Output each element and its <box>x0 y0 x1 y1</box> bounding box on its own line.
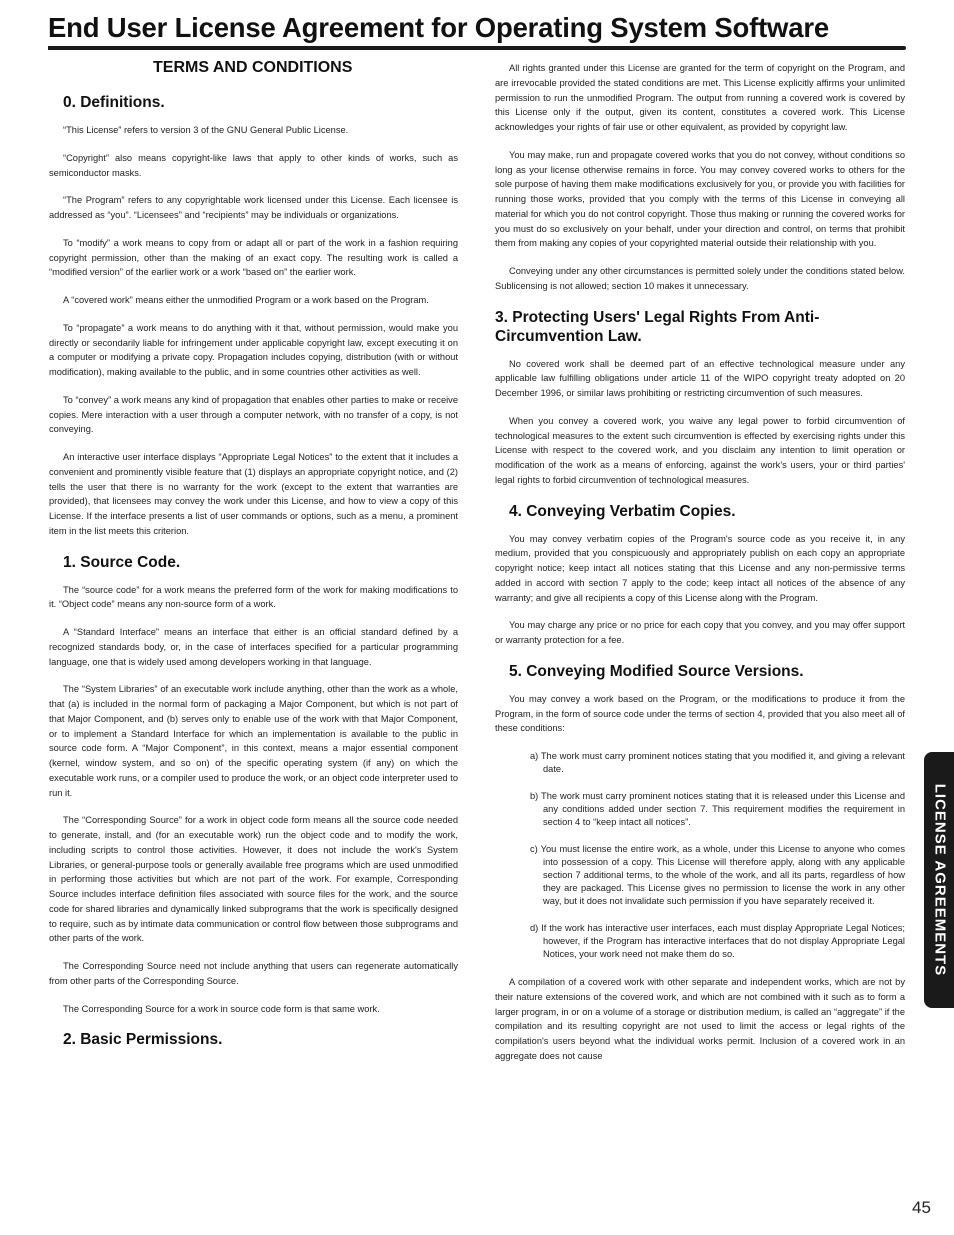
page-title: End User License Agreement for Operating System Software <box>48 12 829 43</box>
section-1-heading: 1. Source Code. <box>63 553 181 571</box>
section-0-paragraph: A “covered work” means either the unmodified Program or a work based on the Program. <box>63 295 429 305</box>
section-1-paragraph: The Corresponding Source need not include anything that users can regenerate automatically from other parts of the Corresponding Source. <box>49 961 458 986</box>
condition-list-item: b) The work must carry prominent notices stating that it is released under this License and any conditions added under section 7. This requirement modifies the requirement in section 4 to “keep intact all notices”. <box>530 791 905 827</box>
section-1-paragraph: The Corresponding Source for a work in source code form is that same work. <box>63 1003 380 1014</box>
section-1-paragraph: The “source code” for a work means the preferred form of the work for making modifications to it. “Object code” means any non-source form of a work. <box>49 584 458 610</box>
condition-list-item: d) If the work has interactive user interfaces, each must display Appropriate Legal Notices; however, if the Program has interactive interfaces that do not display Appropriate Legal Notices, your work need not make them do so. <box>530 923 905 959</box>
side-tab <box>924 752 954 1008</box>
section-5-heading: 5. Conveying Modified Source Versions. <box>509 662 804 680</box>
condition-list-item: c) You must license the entire work, as a whole, under this License to anyone who comes into possession of a copy. This License will therefore apply, along with any applicable section 7 additional terms, to the whole of the work, and all its parts, regardless of how they are packaged. This License gives no permission to license the work in any other way, but it does not invalidate such permission if you have separately received it. <box>530 844 905 906</box>
right-column <box>495 61 905 1064</box>
section-1-paragraph: A “Standard Interface” means an interface that either is an official standard defined by a recognized standards body, or, in the case of interfaces specified for a particular programming language, one that is widely used among developers working in that language. <box>49 627 458 667</box>
section-5-intro: You may convey a work based on the Program, or the modifications to produce it from the Program, in the form of source code under the terms of section 4, provided that you also meet all of these conditions: <box>495 693 905 734</box>
section-3-paragraph: When you convey a covered work, you waive any legal power to forbid circumvention of technological measures to the extent such circumvention is effected by exercising rights under this License with respect to the covered work, and you disclaim any intention to limit operation or modification of the work as a means of enforcing, against the work's users, your or third parties' legal rights to forbid circumvention of technological measures. <box>495 415 905 485</box>
section-0-paragraph: To “propagate” a work means to do anything with it that, without permission, would make you directly or secondarily liable for infringement under applicable copyright law, except executing it on a computer or modifying a private copy. Propagation includes copying, distribution (with or without modification), making available to the public, and in some countries other activities as well. <box>49 322 458 377</box>
page-number: 45 <box>912 1198 931 1217</box>
section-4-paragraph: You may convey verbatim copies of the Program's source code as you receive it, in any medium, provided that you conspicuously and appropriately publish on each copy an appropriate copyright notice; keep intact all notices stating that this License and any non-permissive terms added in accord with section 7 apply to the code; keep intact all notices of the absence of any warranty; and give all recipients a copy of this License along with the Program. <box>495 533 905 603</box>
section-0-paragraph: To “modify” a work means to copy from or adapt all or part of the work in a fashion requiring copyright permission, other than the making of an exact copy. The resulting work is called a “modified version” of the earlier work or a work “based on” the earlier work. <box>49 237 458 278</box>
section-1-paragraph: The “System Libraries” of an executable work include anything, other than the work as a whole, that (a) is included in the normal form of packaging a Major Component, but which is not part of that Major Component, and (b) serves only to enable use of the work with that Major Component, or to implement a Standard Interface for which an implementation is available to the public in source code form. A “Major Component”, in this context, means a major essential component (kernel, window system, and so on) of the specific operating system (if any) on which the executable work runs, or a compiler used to produce the work, or an object code interpreter used to run it. <box>49 684 458 798</box>
side-tab-label: LICENSE AGREEMENTS <box>931 783 949 977</box>
section-0-paragraph: “Copyright” also means copyright-like laws that apply to other kinds of works, such as semiconductor masks. <box>49 152 458 178</box>
section-3-paragraph: No covered work shall be deemed part of an effective technological measure under any applicable law fulfilling obligations under article 11 of the WIPO copyright treaty adopted on 20 December 1996, or similar laws prohibiting or restricting circumvention of such measures. <box>495 358 905 398</box>
section-1-paragraph: The “Corresponding Source” for a work in object code form means all the source code needed to generate, install, and (for an executable work) run the object code and to modify the work, including scripts to control those activities. However, it does not include the work's System Libraries, or general-purpose tools or generally available free programs which are used unmodified in performing those activities but which are not part of the work. For example, Corresponding Source includes interface definition files associated with source files for the work, and the source code for shared libraries and dynamically linked subprograms that the work is specifically designed to require, such as by intimate data communication or control flow between those subprograms and other parts of the work. <box>49 815 458 944</box>
section-0-paragraph: “The Program” refers to any copyrightable work licensed under this License. Each licensee is addressed as “you”. “Licensees” and “recipients” may be individuals or organizations. <box>49 195 458 220</box>
section-5-paragraph: A compilation of a covered work with other separate and independent works, which are not by their nature extensions of the covered work, and which are not combined with it such as to form a larger program, in or on a volume of a storage or distribution medium, is called an “aggregate” if the compilation and its resulting copyright are not used to limit the access or legal rights of the compilation's users beyond what the individual works permit. Inclusion of a covered work in an aggregate does not cause <box>495 977 905 1061</box>
section-4-heading: 4. Conveying Verbatim Copies. <box>509 502 736 520</box>
section-2-paragraph: All rights granted under this License are granted for the term of copyright on the Program, and are irrevocable provided the stated conditions are met. This License explicitly affirms your unlimited permission to run the unmodified Program. The output from running a covered work is covered by this License only if the output, given its content, constitutes a covered work. This License acknowledges your rights of fair use or other equivalent, as provided by copyright law. <box>495 63 905 132</box>
section-2-paragraph: You may make, run and propagate covered works that you do not convey, without conditions so long as your license otherwise remains in force. You may convey covered works to others for the sole purpose of having them make modifications exclusively for you, or provide you with facilities for running those works, provided that you comply with the terms of this License in conveying all material for which you do not control copyright. Those thus making or running the covered works for you must do so exclusively on your behalf, under your direction and control, on terms that prohibit them from making any copies of your copyrighted material outside their relationship with you. <box>495 149 905 249</box>
condition-list-item: a) The work must carry prominent notices stating that you modified it, and giving a relevant date. <box>530 751 905 774</box>
section-0-heading: 0. Definitions. <box>63 94 165 111</box>
terms-heading: TERMS AND CONDITIONS <box>153 59 353 76</box>
left-column <box>49 58 458 1049</box>
title-rule <box>48 46 906 50</box>
section-0-paragraph: “This License” refers to version 3 of the GNU General Public License. <box>63 125 349 135</box>
section-4-paragraph: You may charge any price or no price for each copy that you convey, and you may offer support or warranty protection for a fee. <box>495 620 905 645</box>
section-2-heading: 2. Basic Permissions. <box>63 1031 223 1049</box>
section-2-paragraph: Conveying under any other circumstances is permitted solely under the conditions stated below. Sublicensing is not allowed; section 10 makes it unnecessary. <box>495 266 905 291</box>
section-0-paragraph: To “convey” a work means any kind of propagation that enables other parties to make or receive copies. Mere interaction with a user through a computer network, with no transfer of a copy, is not conveying. <box>49 394 458 435</box>
section-3-heading: 3. Protecting Users' Legal Rights From Anti-Circumvention Law. <box>495 308 820 345</box>
section-0-paragraph: An interactive user interface displays “Appropriate Legal Notices” to the extent that it includes a convenient and prominently visible feature that (1) displays an appropriate copyright notice, and (2) tells the user that there is no warranty for the work (except to the extent that warranties are provided), that licensees may convey the work under this License, and how to view a copy of this License. If the interface presents a list of user commands or options, such as a menu, a prominent item in the list meets this criterion. <box>49 452 458 536</box>
